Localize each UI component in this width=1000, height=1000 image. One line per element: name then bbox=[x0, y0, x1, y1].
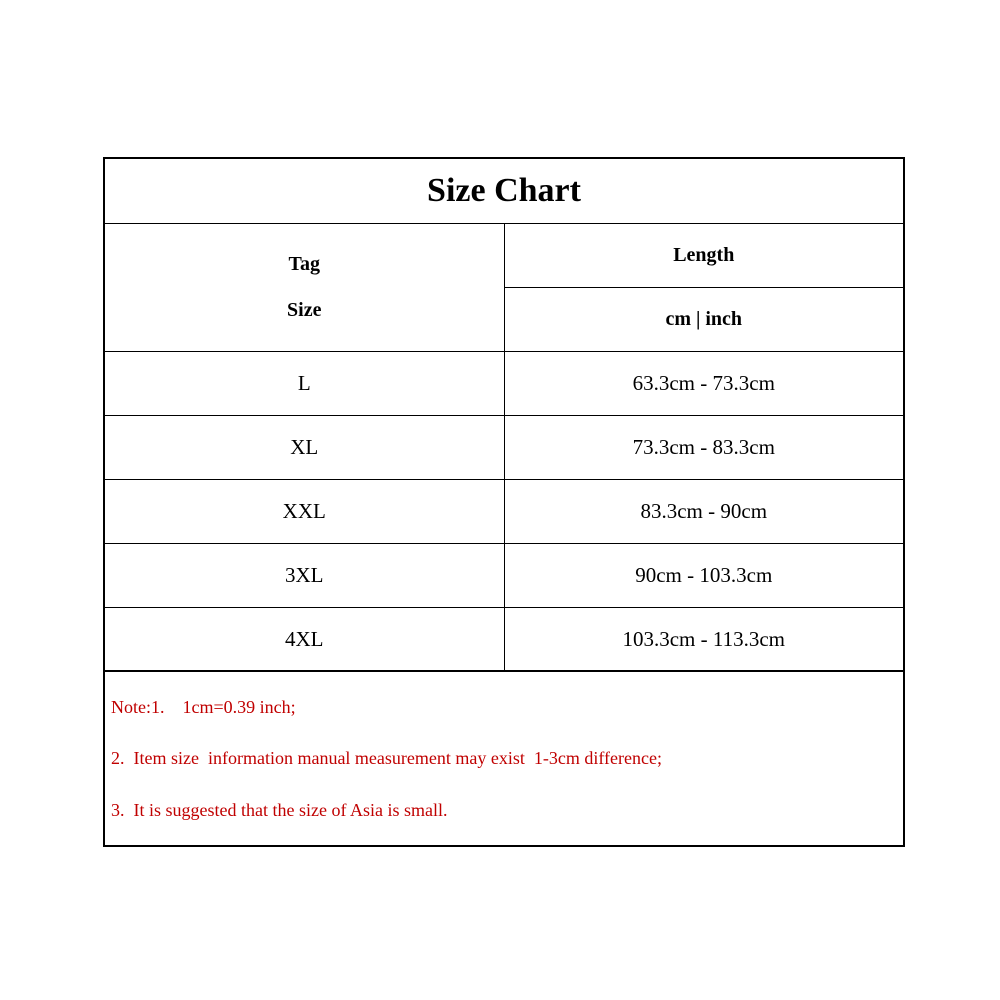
length-cell: 103.3cm - 113.3cm bbox=[504, 607, 903, 671]
size-chart bbox=[103, 157, 905, 847]
unit-header: cm | inch bbox=[504, 287, 903, 351]
note-line-1: Note:1. 1cm=0.39 inch; bbox=[111, 697, 296, 717]
size-table bbox=[105, 159, 903, 672]
table-row bbox=[105, 351, 903, 415]
chart-title: Size Chart bbox=[105, 159, 903, 223]
size-cell: XL bbox=[105, 415, 504, 479]
table-row bbox=[105, 415, 903, 479]
title-row bbox=[105, 159, 903, 223]
note-line-2: 2. Item size information manual measurement may exist 1-3cm difference; bbox=[111, 748, 662, 768]
header-row-length bbox=[105, 223, 903, 287]
length-cell: 73.3cm - 83.3cm bbox=[504, 415, 903, 479]
size-cell: 3XL bbox=[105, 543, 504, 607]
size-cell: 4XL bbox=[105, 607, 504, 671]
length-header: Length bbox=[504, 223, 903, 287]
length-cell: 90cm - 103.3cm bbox=[504, 543, 903, 607]
size-cell: L bbox=[105, 351, 504, 415]
table-row bbox=[105, 479, 903, 543]
length-cell: 63.3cm - 73.3cm bbox=[504, 351, 903, 415]
table-row bbox=[105, 543, 903, 607]
length-cell: 83.3cm - 90cm bbox=[504, 479, 903, 543]
size-cell: XXL bbox=[105, 479, 504, 543]
table-row bbox=[105, 607, 903, 671]
note-line-3: 3. It is suggested that the size of Asia is small. bbox=[111, 800, 448, 820]
tag-size-header bbox=[105, 223, 504, 351]
tag-size-header-line2: Size bbox=[287, 299, 322, 321]
notes-section bbox=[105, 670, 903, 845]
tag-size-header-line1: Tag bbox=[288, 253, 320, 275]
